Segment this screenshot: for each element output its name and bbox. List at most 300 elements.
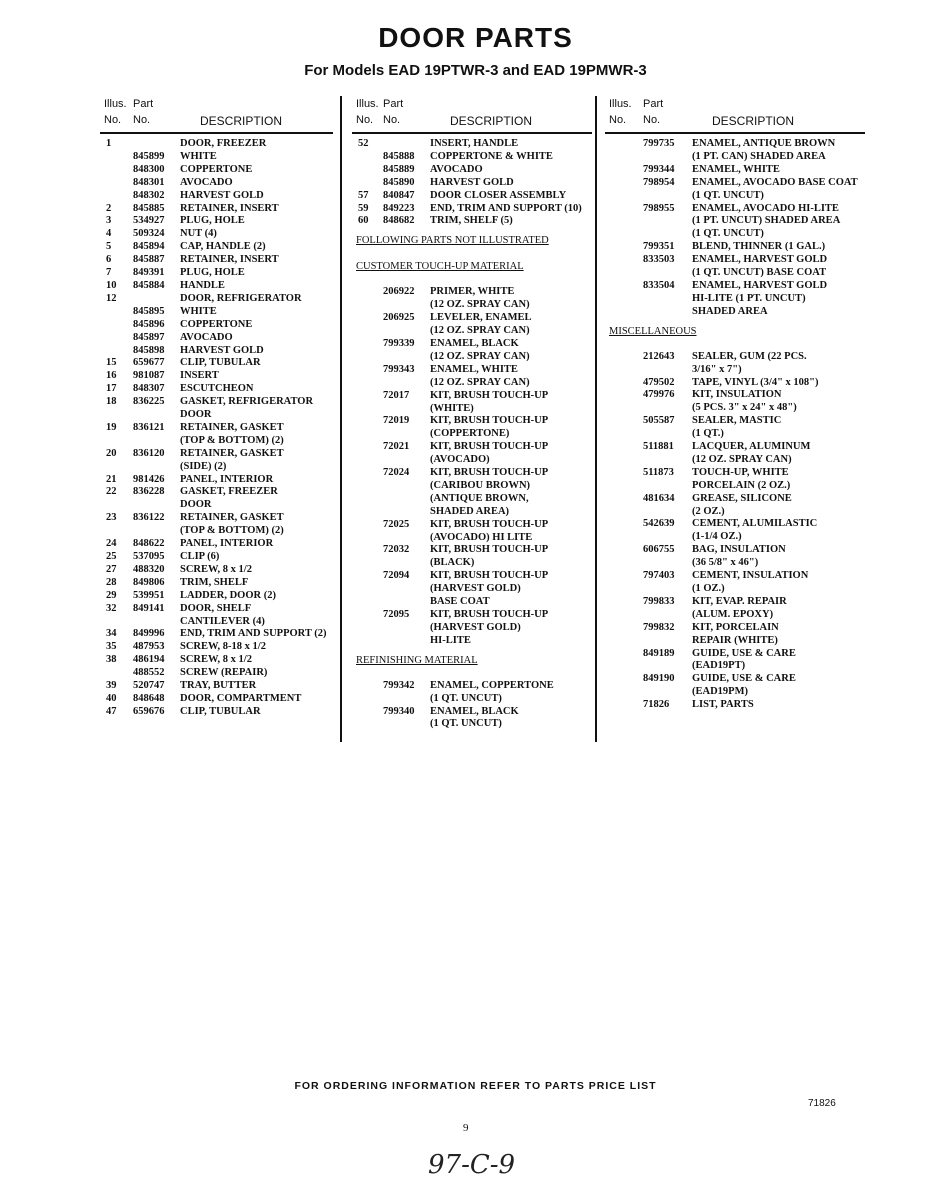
part-row	[100, 293, 333, 306]
part-description: PRIMER, WHITE	[430, 286, 515, 298]
part-description: RETAINER, INSERT	[180, 202, 279, 214]
part-number: 659676	[133, 705, 165, 717]
part-row	[100, 448, 333, 474]
part-description: CEMENT, INSULATION	[692, 570, 809, 582]
part-description: SCREW, 8 x 1/2	[180, 654, 252, 666]
part-description: SCREW (REPAIR)	[180, 667, 268, 679]
part-description: ESCUTCHEON	[180, 383, 254, 395]
part-description: SHADED AREA	[692, 305, 768, 317]
header-no2: No.	[643, 114, 661, 126]
illus-number: 27	[106, 563, 117, 575]
illus-number: 29	[106, 589, 117, 601]
part-row	[100, 280, 333, 293]
part-row	[352, 215, 592, 228]
part-description: END, TRIM AND SUPPORT (10)	[430, 202, 582, 214]
column-header	[605, 96, 865, 134]
header-illus: Illus.	[356, 98, 379, 110]
part-description: (COPPERTONE)	[430, 428, 510, 440]
part-description: KIT, INSULATION	[692, 389, 782, 401]
part-number: 836228	[133, 486, 165, 498]
part-row	[605, 280, 865, 319]
part-description: (1 QT. UNCUT)	[692, 189, 764, 201]
illus-number: 3	[106, 215, 112, 227]
part-number: 72032	[383, 544, 410, 556]
illus-number: 5	[106, 241, 112, 253]
part-description: BAG, INSULATION	[692, 544, 786, 556]
part-row	[352, 312, 592, 338]
part-row	[100, 215, 333, 228]
part-description: KIT, BRUSH TOUCH-UP	[430, 467, 549, 479]
illus-number: 15	[106, 357, 117, 369]
part-number: 833503	[643, 254, 675, 266]
part-description: KIT, EVAP. REPAIR	[692, 595, 787, 607]
part-number: 845890	[383, 176, 415, 188]
part-number: 212643	[643, 350, 675, 362]
part-description: BLEND, THINNER (1 GAL.)	[692, 241, 826, 253]
part-description: AVOCADO	[430, 163, 483, 175]
part-number: 848307	[133, 383, 165, 395]
illus-number: 4	[106, 228, 112, 240]
part-number: 845887	[133, 254, 165, 266]
part-number: 799833	[643, 595, 675, 607]
part-number: 845888	[383, 150, 415, 162]
part-row	[352, 609, 592, 648]
part-number: 836122	[133, 512, 165, 524]
illus-number: 32	[106, 602, 117, 614]
part-row	[100, 396, 333, 422]
part-number: 845896	[133, 318, 165, 330]
part-description: HARVEST GOLD	[180, 344, 264, 356]
part-description: LEVELER, ENAMEL	[430, 312, 532, 324]
part-number: 71826	[643, 699, 670, 711]
part-number: 845885	[133, 202, 165, 214]
illus-number: 22	[106, 486, 117, 498]
part-description: SEALER, MASTIC	[692, 415, 782, 427]
part-description: ENAMEL, AVOCADO BASE COAT	[692, 176, 858, 188]
part-number: 72025	[383, 518, 410, 530]
illus-number: 24	[106, 538, 117, 550]
part-row	[100, 370, 333, 383]
part-description: (AVOCADO)	[430, 454, 490, 466]
part-description: CANTILEVER (4)	[180, 615, 265, 627]
part-description: CLIP (6)	[180, 551, 220, 562]
part-row	[100, 422, 333, 448]
part-description: ENAMEL, AVOCADO HI-LITE	[692, 202, 839, 214]
section-heading: REFINISHING MATERIAL	[356, 654, 478, 666]
part-description: ENAMEL, HARVEST GOLD	[692, 279, 828, 291]
part-row	[100, 254, 333, 267]
part-description: (1 OZ.)	[692, 583, 725, 594]
ordering-footer: FOR ORDERING INFORMATION REFER TO PARTS PRICE LIST	[294, 1080, 657, 1092]
illus-number: 35	[106, 641, 117, 653]
part-number: 511873	[643, 466, 674, 478]
model-subtitle: For Models EAD 19PTWR-3 and EAD 19PMWR-3	[304, 62, 647, 79]
parts-list	[100, 134, 333, 719]
part-row	[605, 203, 865, 242]
part-number: 487953	[133, 641, 165, 653]
part-description: DOOR, SHELF	[180, 602, 252, 614]
part-row	[100, 628, 333, 641]
part-description: GREASE, SILICONE	[692, 492, 792, 504]
part-description: AVOCADO	[180, 331, 233, 343]
part-number: 798955	[643, 202, 675, 214]
part-description: LACQUER, ALUMINUM	[692, 441, 811, 453]
part-description: ENAMEL, WHITE	[692, 163, 780, 175]
part-description: CLIP, TUBULAR	[180, 705, 261, 717]
part-description: HI-LITE	[430, 634, 471, 646]
part-row	[352, 190, 592, 203]
part-row	[352, 706, 592, 732]
part-description: (BLACK)	[430, 557, 475, 569]
part-description: (12 OZ. SPRAY CAN)	[430, 299, 530, 311]
part-number: 845884	[133, 279, 165, 291]
illus-number: 2	[106, 202, 112, 214]
header-no1: No.	[609, 114, 627, 126]
part-description: (SIDE) (2)	[180, 460, 227, 472]
part-number: 848300	[133, 163, 165, 175]
part-description: TAPE, VINYL (3/4" x 108")	[692, 376, 819, 388]
part-number: 799344	[643, 163, 675, 175]
part-description: COPPERTONE	[180, 163, 253, 175]
part-number: 488320	[133, 563, 165, 575]
part-description: (AVOCADO) HI LITE	[430, 531, 533, 543]
part-number: 848301	[133, 176, 165, 188]
part-description: RETAINER, GASKET	[180, 421, 284, 433]
part-row	[352, 138, 592, 151]
parts-list	[352, 134, 592, 731]
page-number: 9	[463, 1122, 469, 1134]
part-row	[352, 286, 592, 312]
parts-list	[605, 134, 865, 712]
part-number: 511881	[643, 441, 674, 453]
part-number: 542639	[643, 518, 675, 530]
part-row	[100, 538, 333, 551]
part-description: RETAINER, INSERT	[180, 254, 279, 266]
part-description: GASKET, REFRIGERATOR	[180, 396, 314, 408]
illus-number: 16	[106, 370, 117, 382]
part-row	[100, 319, 333, 332]
header-no2: No.	[383, 114, 401, 126]
part-number: 799735	[643, 138, 675, 149]
part-row	[100, 164, 333, 177]
part-description: (WHITE)	[430, 402, 474, 414]
part-row	[100, 512, 333, 538]
part-number: 799340	[383, 705, 415, 717]
illus-number: 47	[106, 705, 117, 717]
part-row	[352, 415, 592, 441]
part-row	[100, 177, 333, 190]
part-number: 479976	[643, 389, 675, 401]
part-description: KIT, BRUSH TOUCH-UP	[430, 389, 549, 401]
part-number: 799832	[643, 621, 675, 633]
section-heading: FOLLOWING PARTS NOT ILLUSTRATED	[356, 235, 549, 247]
part-row	[605, 518, 865, 544]
part-row	[605, 622, 865, 648]
part-description: (2 OZ.)	[692, 505, 725, 517]
header-desc: DESCRIPTION	[712, 114, 795, 128]
part-description: SEALER, GUM (22 PCS.	[692, 350, 807, 362]
part-description: LADDER, DOOR (2)	[180, 589, 276, 601]
part-description: (1-1/4 OZ.)	[692, 531, 742, 543]
part-description: RETAINER, GASKET	[180, 512, 284, 524]
part-row	[352, 151, 592, 164]
part-description: (12 OZ. SPRAY CAN)	[430, 350, 530, 362]
handwritten-note: 97-C-9	[428, 1150, 516, 1180]
header-no1: No.	[356, 114, 374, 126]
part-number: 537095	[133, 551, 165, 562]
part-number: 981426	[133, 473, 165, 485]
header-illus: Illus.	[609, 98, 632, 110]
part-row	[605, 351, 865, 377]
part-row	[605, 699, 865, 712]
illus-number: 60	[358, 215, 369, 227]
part-row	[352, 203, 592, 216]
illus-number: 40	[106, 692, 117, 704]
part-number: 798954	[643, 176, 675, 188]
part-row	[100, 486, 333, 512]
part-number: 72094	[383, 570, 410, 582]
illus-number: 39	[106, 680, 117, 692]
part-description: (HARVEST GOLD)	[430, 583, 521, 595]
part-description: (5 PCS. 3" x 24" x 48")	[692, 402, 797, 414]
part-row	[100, 577, 333, 590]
part-description: COPPERTONE & WHITE	[430, 150, 553, 162]
part-description: (1 QT.)	[692, 428, 724, 440]
part-description: ENAMEL, WHITE	[430, 363, 518, 375]
part-number: 849996	[133, 628, 165, 640]
part-number: 849189	[643, 647, 675, 659]
part-description: NUT (4)	[180, 228, 217, 240]
illus-number: 52	[358, 138, 369, 149]
part-number: 833504	[643, 279, 675, 291]
part-row	[100, 706, 333, 719]
part-description: GASKET, FREEZER	[180, 486, 278, 498]
part-row	[605, 441, 865, 467]
part-row	[352, 390, 592, 416]
header-part: Part	[383, 98, 404, 110]
part-number: 72017	[383, 389, 410, 401]
part-row	[100, 383, 333, 396]
header-part: Part	[133, 98, 154, 110]
part-row	[100, 654, 333, 667]
illus-number: 57	[358, 189, 369, 201]
part-description: (12 OZ. SPRAY CAN)	[692, 453, 792, 465]
part-description: COPPERTONE	[180, 318, 253, 330]
part-number: 849391	[133, 267, 165, 279]
part-number: 520747	[133, 680, 165, 692]
part-row	[100, 267, 333, 280]
part-number: 848648	[133, 692, 165, 704]
header-illus: Illus.	[104, 98, 127, 110]
part-number: 509324	[133, 228, 165, 240]
part-row	[100, 345, 333, 358]
illus-number: 34	[106, 628, 117, 640]
part-row	[100, 680, 333, 693]
part-description: KIT, BRUSH TOUCH-UP	[430, 415, 549, 427]
illus-number: 6	[106, 254, 112, 266]
part-description: PORCELAIN (2 OZ.)	[692, 479, 791, 491]
part-description: END, TRIM AND SUPPORT (2)	[180, 628, 327, 640]
part-row	[352, 467, 592, 519]
part-description: RETAINER, GASKET	[180, 447, 284, 459]
part-row	[100, 203, 333, 216]
part-description: KIT, BRUSH TOUCH-UP	[430, 570, 549, 582]
part-description: HI-LITE (1 PT. UNCUT)	[692, 292, 806, 304]
part-row	[100, 551, 333, 564]
part-description: CEMENT, ALUMILASTIC	[692, 518, 818, 530]
part-description: (EAD19PM)	[692, 686, 748, 698]
part-description: DOOR CLOSER ASSEMBLY	[430, 189, 567, 201]
part-row	[100, 590, 333, 603]
part-number: 505587	[643, 415, 675, 427]
part-number: 799339	[383, 337, 415, 349]
part-description: ENAMEL, HARVEST GOLD	[692, 254, 828, 266]
illus-number: 18	[106, 396, 117, 408]
part-description: (ANTIQUE BROWN,	[430, 492, 529, 504]
part-description: (12 OZ. SPRAY CAN)	[430, 376, 530, 388]
part-row	[100, 693, 333, 706]
part-description: HARVEST GOLD	[430, 176, 514, 188]
part-row	[100, 190, 333, 203]
part-description: HANDLE	[180, 279, 225, 291]
part-number: 836225	[133, 396, 165, 408]
part-row	[100, 564, 333, 577]
part-number: 72021	[383, 441, 410, 453]
part-number: 836121	[133, 421, 165, 433]
part-number: 479502	[643, 376, 675, 388]
section-heading: CUSTOMER TOUCH-UP MATERIAL	[356, 261, 524, 273]
part-description: LIST, PARTS	[692, 699, 754, 711]
part-description: DOOR, REFRIGERATOR	[180, 292, 302, 304]
part-description: PLUG, HOLE	[180, 267, 245, 279]
part-row	[100, 241, 333, 254]
part-description: (EAD19PT)	[692, 660, 746, 672]
part-number: 849223	[383, 202, 415, 214]
part-number: 799342	[383, 679, 415, 691]
illus-number: 28	[106, 576, 117, 588]
part-description: CAP, HANDLE (2)	[180, 241, 266, 253]
column-header	[352, 96, 592, 134]
part-number: 606755	[643, 544, 675, 556]
part-row	[352, 441, 592, 467]
part-description: INSERT, HANDLE	[430, 138, 519, 149]
part-row	[605, 673, 865, 699]
part-number: 981087	[133, 370, 165, 382]
part-description: (TOP & BOTTOM) (2)	[180, 434, 284, 446]
part-row	[100, 306, 333, 319]
part-row	[352, 164, 592, 177]
illus-number: 59	[358, 202, 369, 214]
part-description: REPAIR (WHITE)	[692, 634, 778, 646]
part-number: 534927	[133, 215, 165, 227]
part-row	[100, 603, 333, 629]
part-description: (36 5/8" x 46")	[692, 557, 759, 569]
part-description: (TOP & BOTTOM) (2)	[180, 525, 284, 537]
part-number: 659677	[133, 357, 165, 369]
part-description: PANEL, INTERIOR	[180, 473, 274, 485]
illus-number: 10	[106, 279, 117, 291]
part-number: 845898	[133, 344, 165, 356]
illus-number: 17	[106, 383, 117, 395]
parts-column-2	[352, 96, 592, 731]
column-header	[100, 96, 333, 134]
part-description: (1 PT. UNCUT) SHADED AREA	[692, 215, 841, 227]
part-number: 836120	[133, 447, 165, 459]
part-description: (1 QT. UNCUT)	[692, 228, 764, 240]
part-number: 845899	[133, 150, 165, 162]
header-desc: DESCRIPTION	[450, 114, 533, 128]
part-description: DOOR	[180, 409, 212, 421]
part-row	[352, 364, 592, 390]
part-number: 206925	[383, 312, 415, 324]
page-title: DOOR PARTS	[378, 22, 573, 53]
part-number: 488552	[133, 667, 165, 679]
part-description: (ALUM. EPOXY)	[692, 608, 774, 620]
part-description: KIT, BRUSH TOUCH-UP	[430, 441, 549, 453]
header-part: Part	[643, 98, 664, 110]
part-description: DOOR, COMPARTMENT	[180, 692, 302, 704]
illus-number: 12	[106, 292, 117, 304]
part-description: AVOCADO	[180, 176, 233, 188]
part-description: (12 OZ. SPRAY CAN)	[430, 325, 530, 337]
part-number: 845897	[133, 331, 165, 343]
part-row	[100, 667, 333, 680]
part-description: ENAMEL, ANTIQUE BROWN	[692, 138, 836, 149]
part-row	[605, 493, 865, 519]
part-row	[605, 570, 865, 596]
part-row	[605, 377, 865, 390]
part-row	[100, 228, 333, 241]
parts-column-3	[605, 96, 865, 712]
part-number: 797403	[643, 570, 675, 582]
illus-number: 38	[106, 654, 117, 666]
part-number: 799343	[383, 363, 415, 375]
part-description: KIT, BRUSH TOUCH-UP	[430, 518, 549, 530]
part-number: 486194	[133, 654, 165, 666]
part-number: 849806	[133, 576, 165, 588]
part-number: 72019	[383, 415, 410, 427]
illus-number: 20	[106, 447, 117, 459]
illus-number: 7	[106, 267, 112, 279]
illus-number: 25	[106, 551, 117, 562]
part-description: KIT, PORCELAIN	[692, 621, 779, 633]
part-row	[605, 254, 865, 280]
part-row	[605, 544, 865, 570]
illus-number: 19	[106, 421, 117, 433]
part-row	[352, 570, 592, 609]
part-row	[352, 177, 592, 190]
part-description: (HARVEST GOLD)	[430, 621, 521, 633]
part-description: KIT, BRUSH TOUCH-UP	[430, 544, 549, 556]
part-number: 72095	[383, 609, 410, 620]
part-number: 481634	[643, 492, 675, 504]
part-description: CLIP, TUBULAR	[180, 357, 261, 369]
illus-number: 23	[106, 512, 117, 524]
part-row	[100, 138, 333, 151]
part-row	[352, 544, 592, 570]
part-number: 845889	[383, 163, 415, 175]
part-description: (1 PT. CAN) SHADED AREA	[692, 150, 826, 162]
part-description: WHITE	[180, 150, 217, 162]
header-no2: No.	[133, 114, 151, 126]
part-description: (1 QT. UNCUT)	[430, 718, 502, 730]
part-description: SHADED AREA)	[430, 505, 510, 517]
illus-number: 21	[106, 473, 117, 485]
part-row	[100, 151, 333, 164]
part-row	[100, 641, 333, 654]
part-row	[605, 596, 865, 622]
part-description: SCREW, 8-18 x 1/2	[180, 641, 266, 653]
